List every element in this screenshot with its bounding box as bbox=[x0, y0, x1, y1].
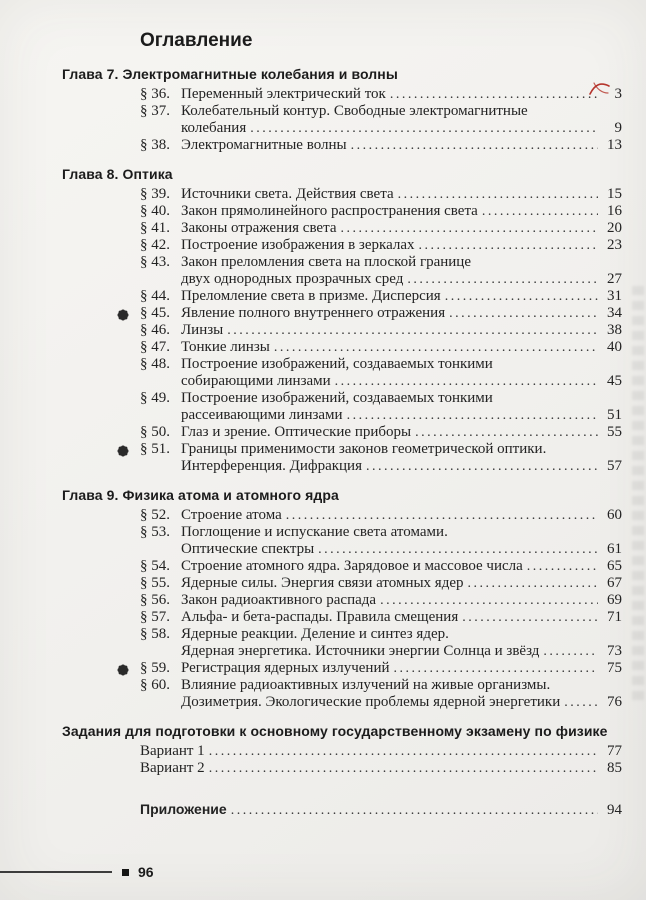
footer-square-icon bbox=[122, 869, 129, 876]
entry-body bbox=[140, 760, 622, 777]
entry-text: Закон радиоактивного распада bbox=[181, 592, 377, 608]
entry-text: Дозиметрия. Экологические проблемы ядерной энергетики bbox=[181, 694, 561, 710]
entry-text: Ядерные реакции. Деление и синтез ядер. bbox=[181, 626, 449, 642]
entry-page-number: 61 bbox=[607, 541, 622, 557]
toc-entry bbox=[62, 592, 622, 609]
entry-last-line bbox=[181, 322, 622, 339]
entry-text: колебания bbox=[181, 120, 247, 136]
toc-entry bbox=[62, 339, 622, 356]
entry-number: § 54. bbox=[140, 558, 170, 574]
entry-body bbox=[181, 356, 622, 390]
entry-body bbox=[181, 677, 622, 711]
entry-text: Строение атома bbox=[181, 507, 282, 523]
entry-number: § 52. bbox=[140, 507, 170, 523]
entry-body bbox=[181, 441, 622, 475]
entry-last-line bbox=[140, 743, 622, 760]
dot-leader bbox=[394, 660, 598, 677]
entry-number: § 50. bbox=[140, 424, 170, 440]
entry-number: § 48. bbox=[140, 356, 170, 372]
entry-body bbox=[181, 609, 622, 626]
entry-number: § 41. bbox=[140, 220, 170, 236]
entry-text: Построение изображений, создаваемых тонкими bbox=[181, 390, 493, 406]
entry-text: Закон прямолинейного распространения света bbox=[181, 203, 478, 219]
entry-last-line bbox=[181, 186, 622, 203]
entry-text: двух однородных прозрачных сред bbox=[181, 271, 404, 287]
dot-leader bbox=[445, 288, 598, 305]
dot-leader bbox=[462, 609, 598, 626]
entry-page-number: 15 bbox=[607, 186, 622, 202]
entry-number: § 40. bbox=[140, 203, 170, 219]
dot-leader bbox=[380, 592, 598, 609]
toc-entry bbox=[62, 441, 622, 475]
entry-text: Строение атомного ядра. Зарядовое и массовое числа bbox=[181, 558, 523, 574]
flower-icon bbox=[117, 664, 129, 676]
dot-leader bbox=[335, 373, 598, 390]
entry-text: Линзы bbox=[181, 322, 224, 338]
dot-leader bbox=[209, 760, 598, 777]
dot-leader bbox=[449, 305, 598, 322]
toc-entry bbox=[62, 322, 622, 339]
dot-leader bbox=[564, 694, 598, 711]
entry-page-number: 38 bbox=[607, 322, 622, 338]
entry-body bbox=[181, 558, 622, 575]
entry-last-line bbox=[181, 507, 622, 524]
chapter-heading: Глава 7. Электромагнитные колебания и волны bbox=[62, 66, 398, 82]
entry-last-line bbox=[181, 609, 622, 626]
toc-entry bbox=[62, 86, 622, 103]
entry-text: Вариант 1 bbox=[140, 743, 205, 759]
toc-entry bbox=[62, 677, 622, 711]
entry-number: § 60. bbox=[140, 677, 170, 693]
entry-text: Построение изображений, создаваемых тонкими bbox=[181, 356, 493, 372]
entry-page-number: 57 bbox=[607, 458, 622, 474]
entry-page-number: 20 bbox=[607, 220, 622, 236]
entry-last-line bbox=[181, 373, 622, 390]
dot-leader bbox=[351, 137, 598, 154]
dot-leader bbox=[347, 407, 598, 424]
dot-leader bbox=[318, 541, 598, 558]
entry-last-line bbox=[181, 643, 622, 660]
chapter-heading: Глава 9. Физика атома и атомного ядра bbox=[62, 487, 339, 503]
entry-body bbox=[181, 339, 622, 356]
entry-last-line bbox=[181, 592, 622, 609]
dot-leader bbox=[390, 86, 598, 103]
toc-list bbox=[62, 66, 622, 819]
entry-number: § 58. bbox=[140, 626, 170, 642]
toc-entry bbox=[62, 220, 622, 237]
entry-text: Закон преломления света на плоской границе bbox=[181, 254, 471, 270]
dot-leader bbox=[543, 643, 598, 660]
entry-last-line bbox=[181, 305, 622, 322]
entry-body bbox=[181, 288, 622, 305]
entry-body bbox=[181, 575, 622, 592]
entry-page-number: 40 bbox=[607, 339, 622, 355]
entry-body bbox=[181, 203, 622, 220]
entry-body bbox=[181, 103, 622, 137]
dot-leader bbox=[527, 558, 598, 575]
footer-rule bbox=[0, 871, 112, 873]
entry-page-number: 67 bbox=[607, 575, 622, 591]
entry-last-line bbox=[181, 558, 622, 575]
entry-last-line bbox=[181, 458, 622, 475]
entry-last-line bbox=[140, 760, 622, 777]
entry-number: § 51. bbox=[140, 441, 170, 457]
entry-text: Ядерная энергетика. Источники энергии Солнца и звёзд bbox=[181, 643, 540, 659]
toc-entry bbox=[62, 743, 622, 760]
entry-text: собирающими линзами bbox=[181, 373, 331, 389]
entry-text: Поглощение и испускание света атомами. bbox=[181, 524, 448, 540]
entry-number: § 46. bbox=[140, 322, 170, 338]
entry-number: § 55. bbox=[140, 575, 170, 591]
entry-body bbox=[181, 660, 622, 677]
entry-text: Тонкие линзы bbox=[181, 339, 270, 355]
entry-last-line bbox=[181, 120, 622, 137]
toc-entry bbox=[62, 237, 622, 254]
entry-last-line bbox=[181, 288, 622, 305]
dot-leader bbox=[274, 339, 598, 356]
entry-page-number: 45 bbox=[607, 373, 622, 389]
toc-entry bbox=[62, 801, 622, 819]
entry-page-number: 69 bbox=[607, 592, 622, 608]
entry-body bbox=[181, 186, 622, 203]
entry-number: § 43. bbox=[140, 254, 170, 270]
page-showthrough-artifact bbox=[632, 286, 644, 706]
red-pen-mark-icon bbox=[588, 80, 612, 98]
toc-entry bbox=[62, 424, 622, 441]
toc-entry bbox=[62, 609, 622, 626]
entry-text: Приложение bbox=[140, 801, 227, 817]
entry-last-line bbox=[181, 86, 622, 103]
entry-last-line bbox=[181, 424, 622, 441]
entry-page-number: 65 bbox=[607, 558, 622, 574]
dot-leader bbox=[468, 575, 599, 592]
entry-number: § 42. bbox=[140, 237, 170, 253]
entry-body bbox=[181, 524, 622, 558]
toc-entry bbox=[62, 507, 622, 524]
entry-last-line bbox=[181, 339, 622, 356]
entry-page-number: 9 bbox=[614, 120, 622, 136]
entry-text: Вариант 2 bbox=[140, 760, 205, 776]
toc-entry bbox=[62, 137, 622, 154]
entry-text: Законы отражения света bbox=[181, 220, 337, 236]
entry-last-line bbox=[181, 271, 622, 288]
toc-entry bbox=[62, 575, 622, 592]
dot-leader bbox=[407, 271, 598, 288]
entry-last-line bbox=[181, 541, 622, 558]
entry-last-line bbox=[140, 801, 622, 819]
chapter-heading: Задания для подготовки к основному государственному экзамену по физике bbox=[62, 723, 608, 739]
entry-page-number: 94 bbox=[607, 802, 622, 818]
toc-section bbox=[62, 723, 622, 777]
toc-section bbox=[62, 166, 622, 475]
entry-last-line bbox=[181, 575, 622, 592]
entry-number: § 57. bbox=[140, 609, 170, 625]
dot-leader bbox=[419, 237, 599, 254]
toc-entry bbox=[62, 760, 622, 777]
entry-page-number: 73 bbox=[607, 643, 622, 659]
entry-text: Глаз и зрение. Оптические приборы bbox=[181, 424, 412, 440]
entry-body bbox=[181, 237, 622, 254]
entry-text: Построение изображения в зеркалах bbox=[181, 237, 415, 253]
entry-number: § 59. bbox=[140, 660, 170, 676]
entry-number: § 47. bbox=[140, 339, 170, 355]
toc-entry bbox=[62, 254, 622, 288]
entry-number: § 53. bbox=[140, 524, 170, 540]
entry-last-line bbox=[181, 137, 622, 154]
page-footer bbox=[0, 864, 154, 880]
dot-leader bbox=[398, 186, 598, 203]
dot-leader bbox=[250, 120, 598, 137]
dot-leader bbox=[231, 802, 598, 819]
entry-page-number: 27 bbox=[607, 271, 622, 287]
entry-last-line bbox=[181, 237, 622, 254]
dot-leader bbox=[286, 507, 598, 524]
entry-text: Границы применимости законов геометрической оптики. bbox=[181, 441, 547, 457]
entry-body bbox=[181, 254, 622, 288]
toc-section bbox=[62, 66, 622, 154]
dot-leader bbox=[366, 458, 598, 475]
toc-entry bbox=[62, 660, 622, 677]
dot-leader bbox=[341, 220, 599, 237]
entry-page-number: 55 bbox=[607, 424, 622, 440]
entry-page-number: 23 bbox=[607, 237, 622, 253]
entry-page-number: 60 bbox=[607, 507, 622, 523]
entry-page-number: 16 bbox=[607, 203, 622, 219]
dot-leader bbox=[227, 322, 598, 339]
entry-body bbox=[181, 137, 622, 154]
entry-page-number: 75 bbox=[607, 660, 622, 676]
toc-entry bbox=[62, 288, 622, 305]
entry-body bbox=[181, 322, 622, 339]
entry-text: рассеивающими линзами bbox=[181, 407, 343, 423]
flower-icon bbox=[117, 445, 129, 457]
entry-text: Влияние радиоактивных излучений на живые организмы. bbox=[181, 677, 551, 693]
folio-page-number: 96 bbox=[138, 864, 154, 880]
toc-entry bbox=[62, 186, 622, 203]
entry-body bbox=[140, 743, 622, 760]
entry-last-line bbox=[181, 220, 622, 237]
entry-text: Альфа- и бета-распады. Правила смещения bbox=[181, 609, 459, 625]
toc-entry bbox=[62, 305, 622, 322]
entry-text: Регистрация ядерных излучений bbox=[181, 660, 390, 676]
page-title: Оглавление bbox=[140, 30, 253, 51]
entry-text: Преломление света в призме. Дисперсия bbox=[181, 288, 441, 304]
toc-entry bbox=[62, 524, 622, 558]
entry-last-line bbox=[181, 203, 622, 220]
entry-number: § 49. bbox=[140, 390, 170, 406]
entry-page-number: 85 bbox=[607, 760, 622, 776]
entry-number: § 36. bbox=[140, 86, 170, 102]
entry-page-number: 51 bbox=[607, 407, 622, 423]
entry-page-number: 34 bbox=[607, 305, 622, 321]
entry-last-line bbox=[181, 694, 622, 711]
toc-entry bbox=[62, 203, 622, 220]
entry-body bbox=[181, 305, 622, 322]
entry-page-number: 71 bbox=[607, 609, 622, 625]
entry-last-line bbox=[181, 407, 622, 424]
entry-number: § 56. bbox=[140, 592, 170, 608]
toc-entry bbox=[62, 558, 622, 575]
entry-text: Колебательный контур. Свободные электромагнитные bbox=[181, 103, 528, 119]
entry-page-number: 3 bbox=[614, 86, 622, 102]
entry-text: Оптические спектры bbox=[181, 541, 315, 557]
entry-number: § 45. bbox=[140, 305, 170, 321]
entry-page-number: 13 bbox=[607, 137, 622, 153]
entry-body bbox=[140, 801, 622, 819]
entry-page-number: 77 bbox=[607, 743, 622, 759]
entry-last-line bbox=[181, 660, 622, 677]
entry-page-number: 76 bbox=[607, 694, 622, 710]
dot-leader bbox=[482, 203, 598, 220]
dot-leader bbox=[209, 743, 598, 760]
toc-entry bbox=[62, 356, 622, 390]
toc-section bbox=[62, 801, 622, 819]
toc-section bbox=[62, 487, 622, 711]
entry-text: Интерференция. Дифракция bbox=[181, 458, 362, 474]
chapter-heading: Глава 8. Оптика bbox=[62, 166, 173, 182]
entry-number: § 44. bbox=[140, 288, 170, 304]
entry-text: Источники света. Действия света bbox=[181, 186, 394, 202]
entry-body bbox=[181, 507, 622, 524]
entry-page-number: 31 bbox=[607, 288, 622, 304]
entry-text: Явление полного внутреннего отражения bbox=[181, 305, 446, 321]
entry-body bbox=[181, 626, 622, 660]
entry-text: Ядерные силы. Энергия связи атомных ядер bbox=[181, 575, 464, 591]
toc-entry bbox=[62, 103, 622, 137]
entry-number: § 39. bbox=[140, 186, 170, 202]
entry-body bbox=[181, 424, 622, 441]
entry-body bbox=[181, 390, 622, 424]
entry-number: § 37. bbox=[140, 103, 170, 119]
flower-icon bbox=[117, 309, 129, 321]
toc-entry bbox=[62, 626, 622, 660]
entry-number: § 38. bbox=[140, 137, 170, 153]
entry-text: Электромагнитные волны bbox=[181, 137, 347, 153]
toc-entry bbox=[62, 390, 622, 424]
entry-body bbox=[181, 220, 622, 237]
entry-body bbox=[181, 592, 622, 609]
dot-leader bbox=[415, 424, 598, 441]
entry-body bbox=[181, 86, 622, 103]
entry-text: Переменный электрический ток bbox=[181, 86, 386, 102]
